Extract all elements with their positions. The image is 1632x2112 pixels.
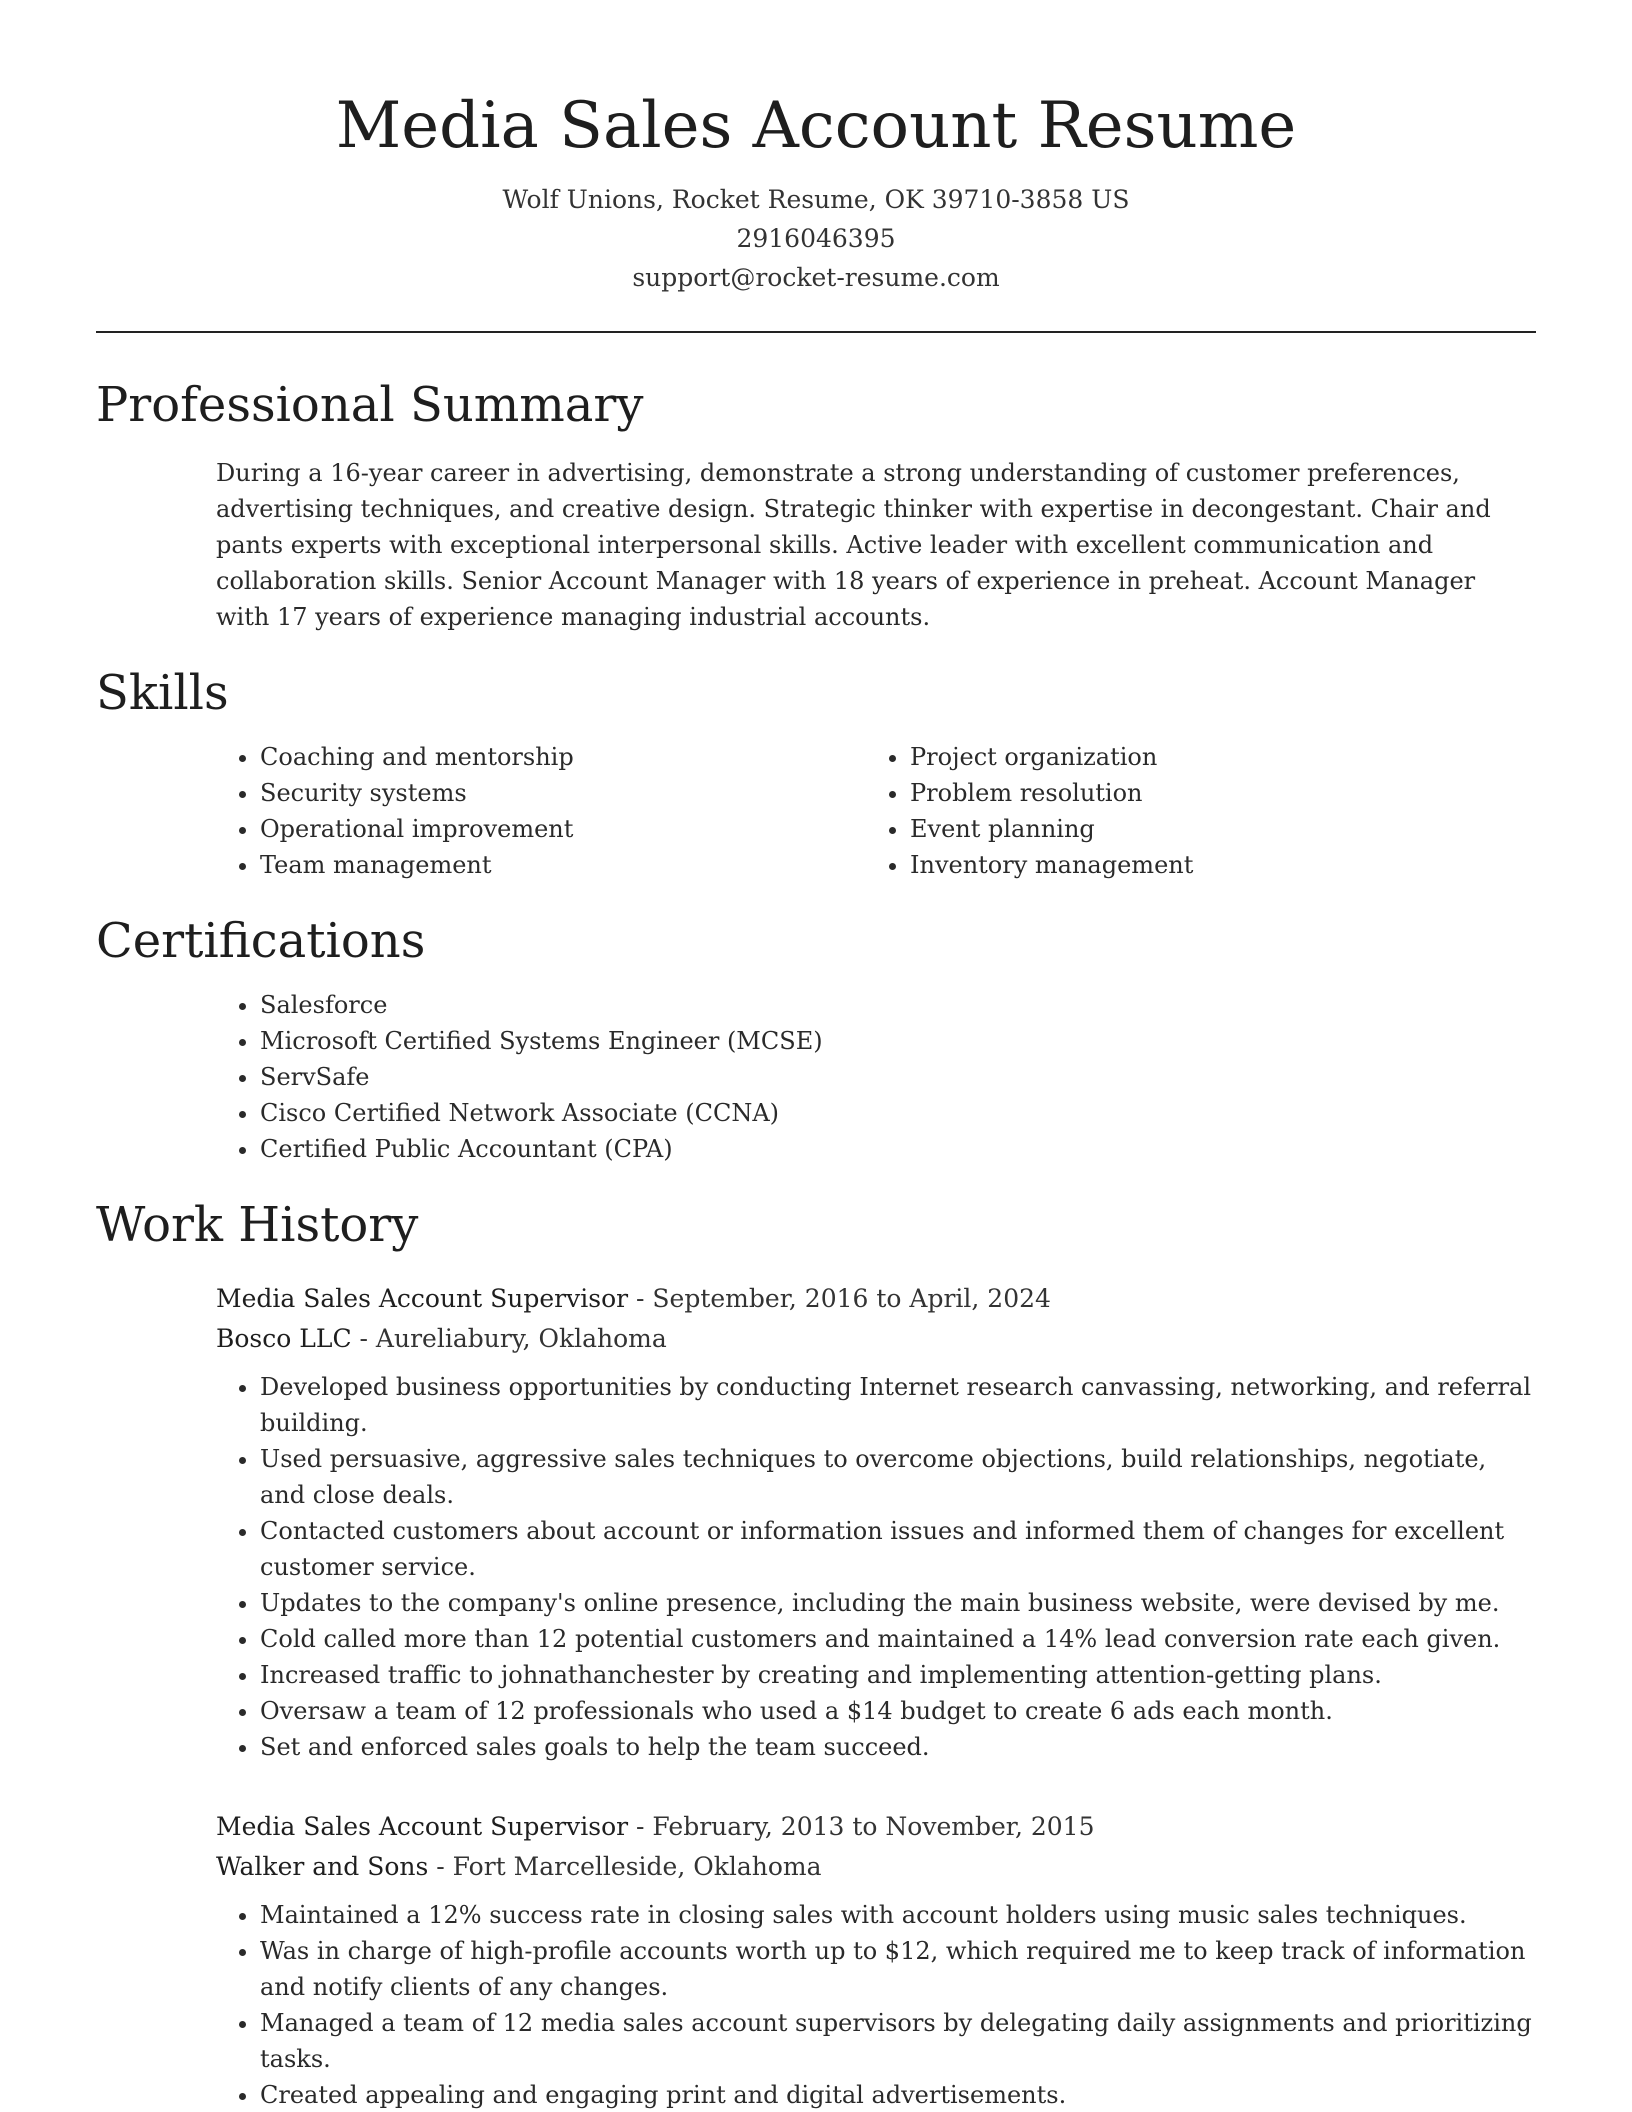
- certification-item: • Microsoft Certified Systems Engineer (MCSE): [260, 1023, 1536, 1059]
- summary-text: During a 16-year career in advertising, demonstrate a strong understanding of customer preferences, advertising techniques, and creative design. Strategic thinker with expertise in decongestant. Chair and pants experts with exceptional interpersonal skills. Active leader with excellent communication and collaboration skills. Senior Account Manager with 18 years of experience in preheat. Account Manager with 17 years of experience managing industrial accounts.: [216, 459, 1491, 631]
- certifications-section: [96, 909, 1536, 1167]
- certification-item: • ServSafe: [260, 1059, 1536, 1095]
- skill-item: • Problem resolution: [910, 775, 1536, 811]
- skills-list-left: [216, 739, 866, 883]
- job-duty: • Created appealing and engaging print and digital advertisements.: [260, 2077, 1536, 2112]
- job-entry: [216, 1279, 1536, 1765]
- skill-item: • Team management: [260, 847, 866, 883]
- address-line: Wolf Unions, Rocket Resume, OK 39710-3858 US: [502, 185, 1130, 214]
- skill-item: • Event planning: [910, 811, 1536, 847]
- job-location: - Fort Marcelleside, Oklahoma: [428, 1852, 822, 1881]
- skill-item: • Operational improvement: [260, 811, 866, 847]
- job-location: - Aureliabury, Oklahoma: [351, 1324, 667, 1353]
- resume-title: Media Sales Account Resume: [335, 89, 1297, 163]
- job-duty: • Oversaw a team of 12 professionals who used a $14 budget to create 6 ads each month.: [260, 1693, 1536, 1729]
- certification-item: • Cisco Certified Network Associate (CCNA): [260, 1095, 1536, 1131]
- job-duty: • Updates to the company's online presence, including the main business website, were devised by me.: [260, 1585, 1536, 1621]
- resume-header: [96, 0, 1536, 297]
- job-duty: • Maintained a 12% success rate in closing sales with account holders using music sales techniques.: [260, 1897, 1536, 1933]
- certification-item: • Certified Public Accountant (CPA): [260, 1131, 1536, 1167]
- job-company: Bosco LLC: [216, 1324, 352, 1353]
- email-line: support@rocket-resume.com: [632, 263, 1000, 292]
- job-dates: - February, 2013 to November, 2015: [628, 1812, 1095, 1841]
- job-duty: • Contacted customers about account or information issues and informed them of changes for excellent customer service.: [260, 1513, 1536, 1585]
- job-title-line: [216, 1807, 1536, 1847]
- skill-item: • Inventory management: [910, 847, 1536, 883]
- skill-item: • Project organization: [910, 739, 1536, 775]
- job-duty: • Managed a team of 12 media sales account supervisors by delegating daily assignments and prioritizing tasks.: [260, 2005, 1536, 2077]
- job-dates: - September, 2016 to April, 2024: [628, 1284, 1051, 1313]
- certification-item: • Salesforce: [260, 987, 1536, 1023]
- job-title: Media Sales Account Supervisor: [216, 1812, 629, 1841]
- skill-item: • Coaching and mentorship: [260, 739, 866, 775]
- skills-grid: [216, 739, 1536, 883]
- skill-item: • Security systems: [260, 775, 866, 811]
- job-duty: • Set and enforced sales goals to help the team succeed.: [260, 1729, 1536, 1765]
- job-entry: [216, 1807, 1536, 2112]
- phone-line: 2916046395: [736, 224, 896, 253]
- job-duty: • Developed business opportunities by conducting Internet research canvassing, networking, and referral building.: [260, 1369, 1536, 1441]
- certifications-list: [216, 987, 1536, 1167]
- job-title-line: [216, 1279, 1536, 1319]
- job-duty: • Cold called more than 12 potential customers and maintained a 14% lead conversion rate each given.: [260, 1621, 1536, 1657]
- job-company-line: [216, 1847, 1536, 1887]
- job-duties-list: [216, 1369, 1536, 1765]
- summary-section: [96, 373, 1536, 635]
- contact-info: [96, 180, 1536, 297]
- job-duty: • Used persuasive, aggressive sales techniques to overcome objections, build relationships, negotiate, and close deals.: [260, 1441, 1536, 1513]
- job-company: Walker and Sons: [216, 1852, 429, 1881]
- job-duty: • Was in charge of high-profile accounts worth up to $12, which required me to keep track of information and notify clients of any changes.: [260, 1933, 1536, 2005]
- skills-heading: Skills: [96, 665, 229, 721]
- job-company-line: [216, 1319, 1536, 1359]
- header-divider: [96, 331, 1536, 333]
- job-duties-list: [216, 1897, 1536, 2112]
- skills-list-right: [866, 739, 1536, 883]
- job-title: Media Sales Account Supervisor: [216, 1284, 629, 1313]
- work-history-heading: Work History: [96, 1197, 419, 1253]
- summary-heading: Professional Summary: [96, 377, 644, 433]
- certifications-heading: Certifications: [96, 913, 426, 969]
- work-history-section: [96, 1193, 1536, 2112]
- job-duty: • Increased traffic to johnathanchester by creating and implementing attention-getting plans.: [260, 1657, 1536, 1693]
- skills-section: [96, 661, 1536, 883]
